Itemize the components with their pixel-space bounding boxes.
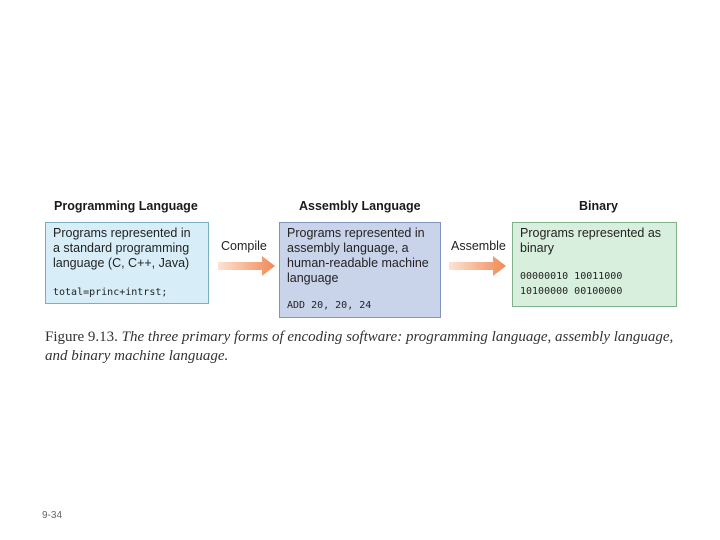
compile-arrow-icon [218, 256, 276, 276]
assembly-language-heading: Assembly Language [299, 199, 421, 213]
programming-language-code: total=princ+intrst; [53, 287, 168, 298]
binary-box [512, 222, 677, 307]
binary-description: Programs represented as binary [520, 226, 662, 255]
figure-caption-text: The three primary forms of encoding software: programming language, assembly language, and binary machine language. [45, 329, 674, 364]
assembly-language-description: Programs represented in assembly language, a human-readable machine language [287, 226, 429, 285]
page-number: 9-34 [42, 510, 63, 521]
programming-language-box [45, 222, 209, 304]
programming-language-description: Programs represented in a standard programming language (C, C++, Java) [53, 226, 191, 270]
assemble-label: Assemble [451, 239, 506, 253]
binary-code: 00000010 10011000 10100000 00100000 [520, 271, 623, 297]
binary-heading: Binary [579, 199, 618, 213]
compile-label: Compile [221, 239, 267, 253]
figure-caption [45, 328, 685, 366]
assembly-language-box [279, 222, 441, 318]
assemble-arrow-icon [449, 256, 507, 276]
programming-language-heading: Programming Language [54, 199, 198, 213]
figure-label: Figure 9.13. [45, 329, 118, 345]
assembly-language-code: ADD 20, 20, 24 [287, 300, 372, 311]
